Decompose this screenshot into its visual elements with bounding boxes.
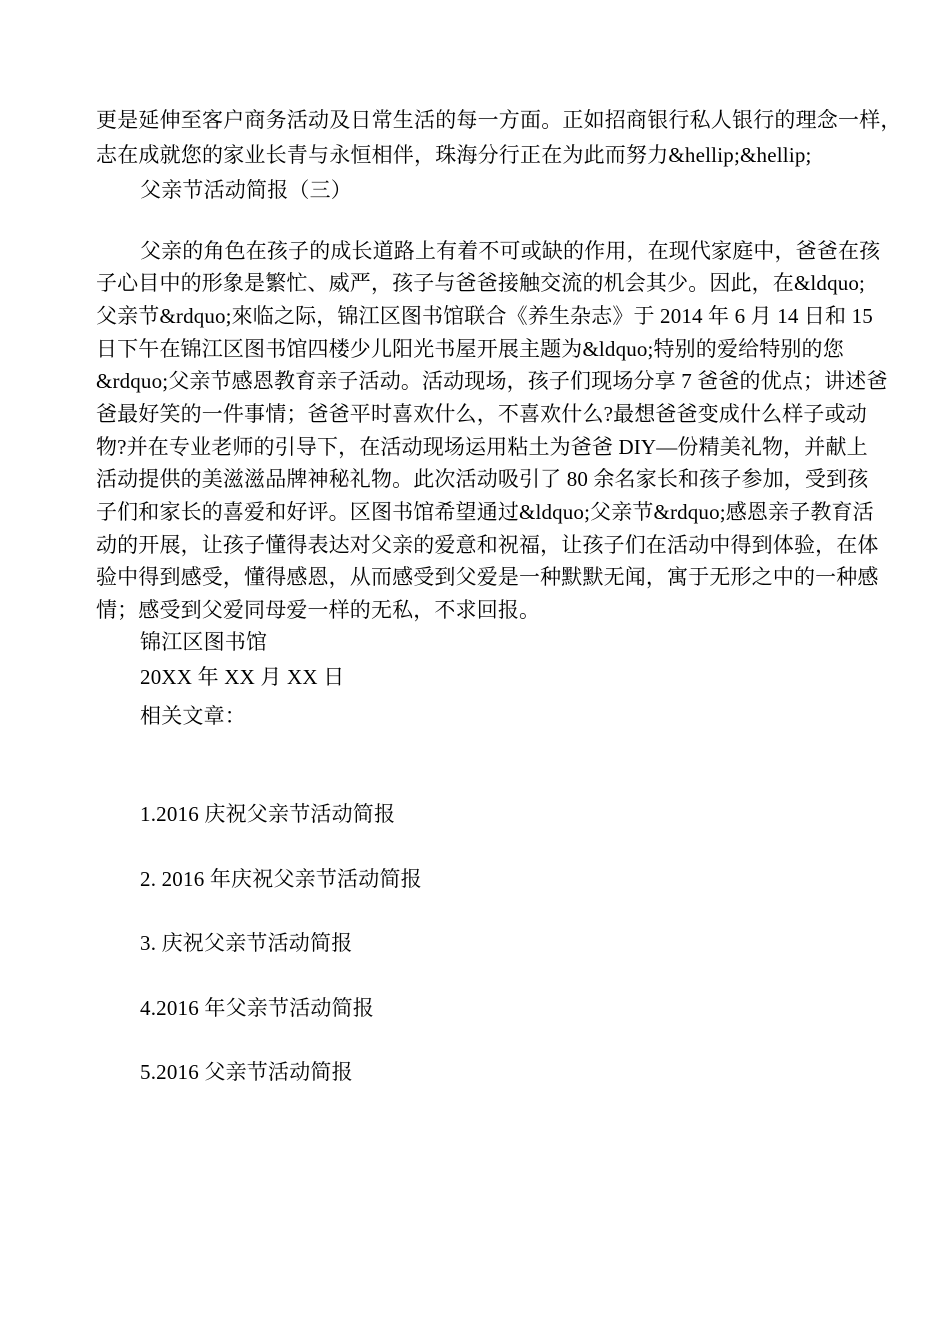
- related-heading: 相关文章：: [140, 704, 246, 728]
- body-line-4: 日下午在锦江区图书馆四楼少儿阳光书屋开展主题为&ldquo;特别的爱给特别的您: [96, 337, 844, 361]
- signature-date: 20XX 年 XX 月 XX 日: [140, 665, 345, 689]
- body-line-10: 动的开展，让孩子懂得表达对父亲的爱意和祝福，让孩子们在活动中得到体验，在体: [96, 533, 879, 557]
- related-link-4[interactable]: 4.2016 年父亲节活动简报: [140, 996, 374, 1020]
- body-line-3: 父亲节&rdquo;來临之际，锦江区图书馆联合《养生杂志》于 2014 年 6 月 14 日和 15: [96, 304, 873, 328]
- related-link-3[interactable]: 3. 庆祝父亲节活动简报: [140, 931, 353, 955]
- section-title: 父亲节活动简报（三）: [140, 178, 352, 202]
- body-line-9: 子们和家长的喜爱和好评。区图书馆希望通过&ldquo;父亲节&rdquo;感恩亲子教育活: [96, 500, 874, 524]
- intro-line-2: 志在成就您的家业长青与永恒相伴，珠海分行正在为此而努力&hellip;&hellip;: [96, 143, 812, 167]
- body-line-8: 活动提供的美滋滋品牌神秘礼物。此次活动吸引了 80 余名家长和孩子参加，受到孩: [96, 467, 869, 491]
- body-line-5: &rdquo;父亲节感恩教育亲子活动。活动现场，孩子们现场分享 7 爸爸的优点；讲述爸: [96, 369, 888, 393]
- related-link-5[interactable]: 5.2016 父亲节活动简报: [140, 1060, 353, 1084]
- related-link-1[interactable]: 1.2016 庆祝父亲节活动简报: [140, 802, 396, 826]
- body-line-7: 物?并在专业老师的引导下，在活动现场运用粘土为爸爸 DIY—份精美礼物，并献上: [96, 435, 868, 459]
- body-line-12: 情；感受到父爱同母爱一样的无私，不求回报。: [96, 598, 541, 622]
- body-line-11: 验中得到感受，懂得感恩，从而感受到父爱是一种默默无闻，寓于无形之中的一种感: [96, 565, 879, 589]
- signature-org: 锦江区图书馆: [140, 630, 268, 654]
- body-line-1: 父亲的角色在孩子的成长道路上有着不可或缺的作用，在现代家庭中，爸爸在孩: [140, 239, 881, 263]
- body-line-2: 子心目中的形象是繁忙、威严，孩子与爸爸接触交流的机会其少。因此，在&ldquo;: [96, 271, 866, 295]
- intro-line-1: 更是延伸至客户商务活动及日常生活的每一方面。正如招商银行私人银行的理念一样，: [96, 108, 902, 132]
- body-line-6: 爸最好笑的一件事情；爸爸平时喜欢什么，不喜欢什么?最想爸爸变成什么样子或动: [96, 402, 867, 426]
- related-link-2[interactable]: 2. 2016 年庆祝父亲节活动简报: [140, 867, 422, 891]
